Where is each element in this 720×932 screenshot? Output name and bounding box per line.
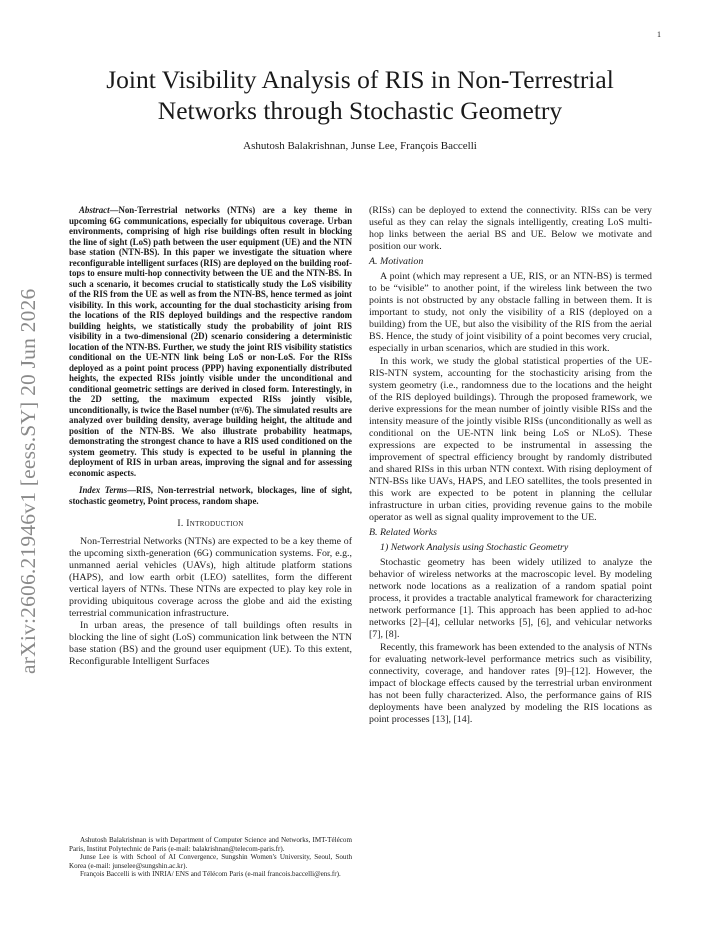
abstract-text: —Non-Terrestrial networks (NTNs) are a key theme in upcoming 6G communications, especially for ubiquitous coverage. Urban environments, comprising of high rise buildings often result in blocking the line of sight (LoS) path between the user equipment (UE) and the NTN base station (NTN-BS). In this paper we investigate the situation where reconfigurable intelligent surfaces (RIS) are deployed on the building roof-tops to ensure multi-hop connectivity between the UE and the NTN-BS. In such a scenario, it becomes crucial to statistically study the LoS visibility of the RIS from the UE as well as from the NTN-BS, hence termed as joint visibility. In this work, accounting for the dual stochasticity arising from the locations of the RIS deployed buildings and the respective random building heights, we statistically study the probability of joint RIS visibility in a two-dimensional (2D) scenario considering a deterministic location of the NTN-BS. Further, we study the joint RIS visibility statistics conditional on the UE-NTN link being LoS or non-LoS. For the RISs deployed as a point point process (PPP) having exponentially distributed heights, the expected RISs jointly visible under the unconditional and conditional geometric settings are derived in closed form. Interestingly, in the 2D setting, the maximum expected RISs jointly visible, unconditionally, is twice the Basel number (π²/6). The simulated results are analyzed over building density, average building height, the altitude and position of the NTN-BS. We also illustrate probability heatmaps, demonstrating the strongest chance to have a RIS used conditioned on the system geometry. This study is expected to be useful in planning the deployment of RIS in urban areas, improving the signal and for assessing economic aspects.: [69, 205, 352, 478]
page-number: 1: [657, 30, 661, 39]
footnote: Ashutosh Balakrishnan is with Department of Computer Science and Networks, IMT-Télécom Paris, Institut Polytechnic de Paris (e-mail: balakrishnan@telecom-paris.fr).: [69, 836, 352, 853]
index-terms-label: Index Terms: [79, 485, 128, 495]
subsection-heading-motivation: A. Motivation: [369, 256, 424, 268]
arxiv-identifier-stamp[interactable]: arXiv:2606.21946v1 [eess.SY] 20 Jun 2026: [16, 288, 40, 674]
right-column: [369, 205, 652, 726]
paper-title: Joint Visibility Analysis of RIS in Non-Terrestrial Networks through Stochastic Geometry: [106, 65, 614, 125]
footnote: François Baccelli is with INRIA/ ENS and Télécom Paris (e-mail francois.baccelli@ens.fr).: [80, 870, 341, 879]
intro-continuation: (RISs) can be deployed to extend the connectivity. RISs can be very useful as they can relay the signals intelligently, creating LoS multi-hop links between the aerial BS and UE. Below we motivate and position our work.: [369, 205, 652, 253]
index-terms: [69, 485, 352, 506]
abstract: [69, 205, 352, 478]
intro-paragraph: In urban areas, the presence of tall buildings often results in blocking the line of sight (LoS) communication link between the NTN base station (BS) and the ground user equipment (UE). To this extent, Reconfigurable Intelligent Surfaces: [69, 620, 352, 668]
subsubsection-heading-network-analysis: 1) Network Analysis using Stochastic Geometry: [380, 542, 569, 554]
section-heading-introduction: I. Introduction: [177, 518, 244, 529]
index-terms-text: —RIS, Non-terrestrial network, blockages, line of sight, stochastic geometry, Point process, random shape.: [69, 485, 352, 506]
subsection-heading-related-works: B. Related Works: [369, 527, 437, 539]
author-list: Ashutosh Balakrishnan, Junse Lee, François Baccelli: [243, 140, 477, 152]
abstract-label: Abstract: [79, 205, 110, 215]
related-paragraph: Stochastic geometry has been widely utilized to analyze the behavior of wireless networks at the macroscopic level. By modeling network node locations as a realization of a random spatial point process, it provides a tractable analytical framework for characterizing network performance [1]. This approach has been applied to ad-hoc networks [2]–[4], cellular networks [5], [6], and vehicular networks [7], [8].: [369, 557, 652, 641]
intro-paragraph: Non-Terrestrial Networks (NTNs) are expected to be a key theme of the upcoming sixth-generation (6G) communication systems. For, e.g., unmanned aerial vehicles (UAVs), high altitude platform stations (HAPS), and low earth orbit (LEO) satellites, form the different vertical layers of NTNs. These NTNs are expected to play key role in providing ubiquitous coverage across the globe and aid the existing terrestrial communication infrastructure.: [69, 536, 352, 620]
motivation-paragraph: In this work, we study the global statistical properties of the UE-RIS-NTN system, accounting for the stochasticity arising from the system geometry (i.e., randomness due to the locations and the height of the RIS deployed buildings). Through the proposed framework, we derive expressions for the mean number of jointly visible RISs and the intensity measure of the jointly visible RISs (unconditionally as well as conditional on the UE-NTN link being LoS or NLoS). These expressions are expected to be instrumental in assessing the improvement of spectral efficiency brought by randomly distributed and shared RISs in this urban NTN context. With rising deployment of NTN-BSs like UAVs, HAPS, and LEO satellites, the tools presented in this work are expected to be potent in planning the cellular infrastructure in urban cities, providing revenue gains to the mobile operator as well as signal quality improvement to the UE.: [369, 355, 652, 524]
footnote: Junse Lee is with School of AI Convergence, Sungshin Women's University, Seoul, South Korea (e-mail: junselee@sungshin.ac.kr).: [69, 853, 352, 870]
motivation-paragraph: A point (which may represent a UE, RIS, or an NTN-BS) is termed to be “visible” to another point, if the wireless link between the two points is not obstructed by any obstacle falling in between them. It is important to study, not only the visibility of a RIS (deployed on a building) from the UE, but also the visibility of the RIS from the aerial BS. Hence, the study of joint visibility of a point becomes very crucial, especially in urban scenarios, which are studied in this work.: [369, 271, 652, 355]
footnotes: [69, 836, 352, 879]
related-paragraph: Recently, this framework has been extended to the analysis of NTNs for evaluating network-level performance metrics such as visibility, connectivity, coverage, and handover rates [9]–[12]. However, the impact of blockage effects caused by the terrestrial urban environment has not been fully characterized. Also, the performance gains of RIS deployments have been analyzed by modeling the RIS locations as point processes [13], [14].: [369, 641, 652, 725]
left-column: [69, 205, 352, 669]
